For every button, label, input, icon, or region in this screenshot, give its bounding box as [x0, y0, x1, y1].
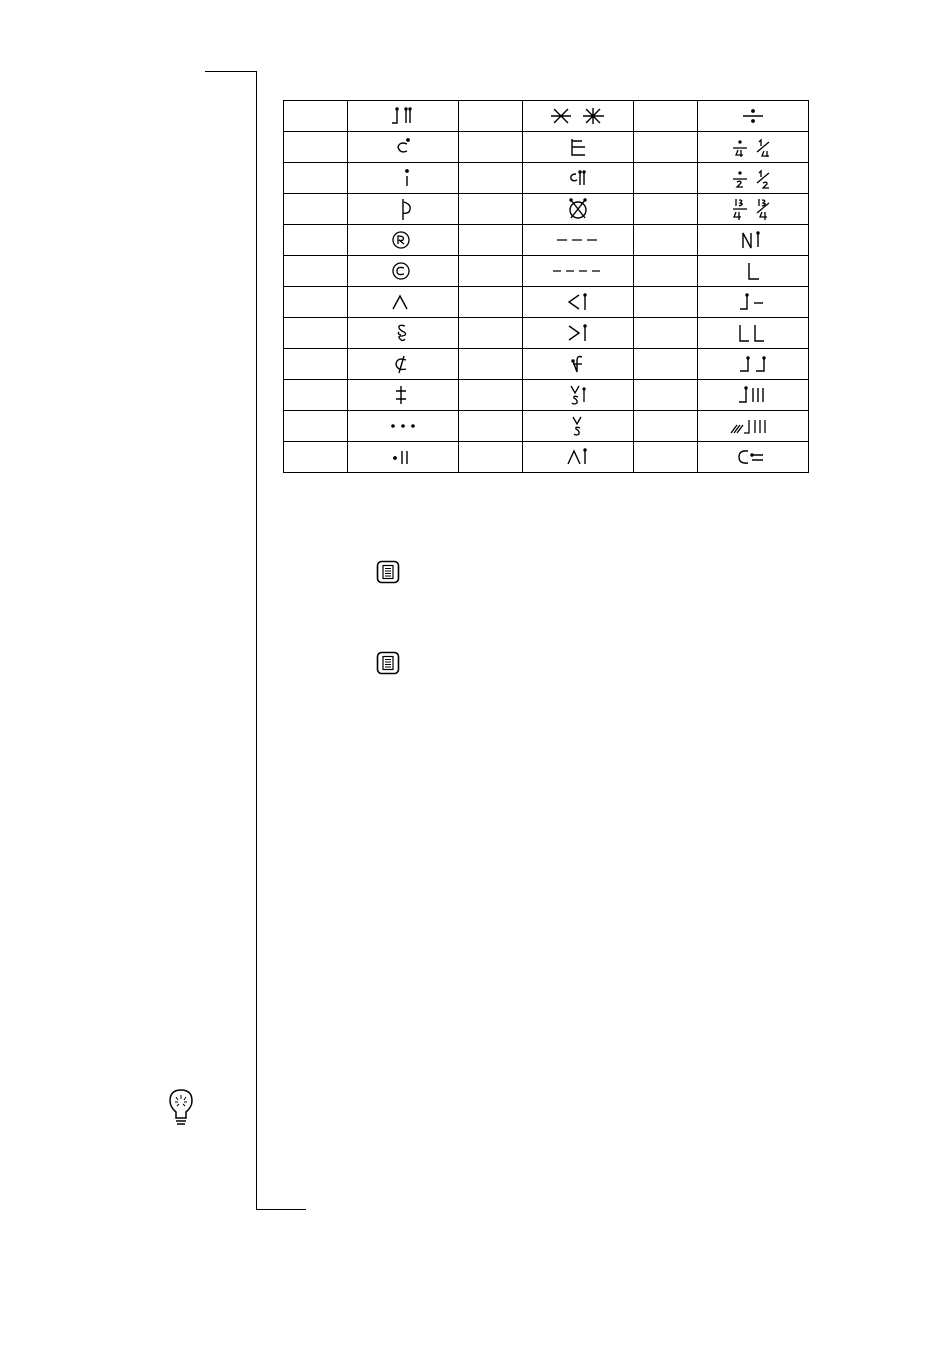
stroke-cell	[348, 349, 459, 380]
stroke-cell	[348, 442, 459, 473]
stroke-asterisk-icon	[546, 105, 610, 127]
char-cell	[284, 287, 348, 318]
lightbulb-tip-icon	[167, 1087, 195, 1127]
menu-key-icon	[376, 560, 400, 584]
char-cell	[459, 101, 523, 132]
table-row	[284, 411, 809, 442]
char-cell	[634, 287, 698, 318]
char-cell	[634, 380, 698, 411]
stroke-cell	[348, 163, 459, 194]
stroke-n-quote-icon	[733, 229, 773, 251]
stroke-cell	[348, 256, 459, 287]
stroke-currency-icon	[558, 196, 598, 222]
char-cell	[459, 194, 523, 225]
stroke-section-icon	[383, 322, 423, 344]
char-cell	[634, 163, 698, 194]
stroke-cell	[348, 101, 459, 132]
stroke-cell	[523, 318, 634, 349]
menu-key-icon	[376, 651, 400, 675]
stroke-cell	[348, 318, 459, 349]
stroke-cell	[523, 225, 634, 256]
char-cell	[634, 194, 698, 225]
char-cell	[634, 411, 698, 442]
stroke-cell	[523, 442, 634, 473]
stroke-cent-icon	[383, 353, 423, 375]
table-row	[284, 132, 809, 163]
stroke-double-j-icon	[730, 353, 776, 375]
stroke-cell	[523, 256, 634, 287]
stroke-cell	[698, 256, 809, 287]
stroke-v-s-quote-icon	[558, 383, 598, 407]
stroke-cell	[523, 194, 634, 225]
stroke-cell	[523, 101, 634, 132]
stroke-cell	[523, 163, 634, 194]
char-cell	[459, 318, 523, 349]
stroke-half-icon	[725, 167, 781, 189]
stroke-copyright-icon	[383, 260, 423, 282]
stroke-cell	[698, 225, 809, 256]
stroke-less-than-quote-icon	[558, 291, 598, 313]
char-cell	[459, 225, 523, 256]
table-row	[284, 318, 809, 349]
char-cell	[284, 349, 348, 380]
char-cell	[284, 256, 348, 287]
char-cell	[284, 411, 348, 442]
stroke-double-l-icon	[730, 322, 776, 344]
character-stroke-table	[283, 100, 809, 473]
stroke-cell	[348, 225, 459, 256]
page-top-rule	[205, 71, 257, 72]
char-cell	[459, 411, 523, 442]
char-cell	[634, 256, 698, 287]
table-row	[284, 442, 809, 473]
stroke-cell	[523, 349, 634, 380]
stroke-c-equals-icon	[730, 446, 776, 468]
char-cell	[284, 442, 348, 473]
char-cell	[634, 225, 698, 256]
table-row	[284, 256, 809, 287]
char-cell	[459, 256, 523, 287]
table-row	[284, 101, 809, 132]
stroke-thorn-icon	[383, 196, 423, 222]
table-row	[284, 380, 809, 411]
char-cell	[459, 163, 523, 194]
stroke-cell	[523, 132, 634, 163]
stroke-ellipsis-icon	[383, 415, 423, 437]
stroke-cell	[348, 411, 459, 442]
stroke-cell	[698, 349, 809, 380]
stroke-cell	[698, 163, 809, 194]
char-cell	[284, 163, 348, 194]
stroke-quote-triple-icon	[730, 384, 776, 406]
char-cell	[459, 132, 523, 163]
char-cell	[284, 380, 348, 411]
stroke-cell	[698, 318, 809, 349]
char-cell	[459, 287, 523, 318]
char-cell	[284, 225, 348, 256]
char-cell	[459, 380, 523, 411]
stroke-greater-than-quote-icon	[558, 322, 598, 344]
table-row	[284, 163, 809, 194]
stroke-l-icon	[733, 260, 773, 282]
char-cell	[284, 132, 348, 163]
char-cell	[284, 318, 348, 349]
page-bottom-rule	[256, 1209, 306, 1210]
stroke-c-dot-icon	[383, 136, 423, 158]
stroke-three-quarters-icon	[725, 196, 781, 222]
stroke-cell	[523, 411, 634, 442]
stroke-cell	[348, 287, 459, 318]
stroke-double-quote-icon	[383, 105, 423, 127]
stroke-cell	[523, 380, 634, 411]
char-cell	[284, 194, 348, 225]
stroke-cell	[698, 380, 809, 411]
table-row	[284, 225, 809, 256]
table-row	[284, 287, 809, 318]
char-cell	[459, 349, 523, 380]
char-cell	[634, 318, 698, 349]
stroke-florin-icon	[558, 353, 598, 375]
stroke-i-icon	[383, 167, 423, 189]
page-margin-rule	[256, 71, 257, 1210]
stroke-caret-quote-icon	[558, 446, 598, 468]
char-cell	[284, 101, 348, 132]
stroke-cell	[698, 287, 809, 318]
stroke-cell	[348, 380, 459, 411]
char-cell	[634, 349, 698, 380]
table-row	[284, 194, 809, 225]
stroke-quarter-icon	[725, 136, 781, 158]
stroke-triple-dash-icon	[553, 229, 603, 251]
stroke-e-icon	[558, 136, 598, 158]
stroke-quote-dash-icon	[730, 291, 776, 313]
stroke-c-quote-icon	[558, 167, 598, 189]
stroke-cell	[348, 132, 459, 163]
stroke-cell	[523, 287, 634, 318]
stroke-cell	[698, 132, 809, 163]
char-cell	[634, 101, 698, 132]
char-cell	[634, 132, 698, 163]
char-cell	[459, 442, 523, 473]
stroke-slashes-quote-icon	[725, 415, 781, 437]
stroke-dot-double-quote-icon	[383, 446, 423, 468]
stroke-cell	[348, 194, 459, 225]
stroke-caret-icon	[383, 291, 423, 313]
stroke-cell	[698, 101, 809, 132]
table-row	[284, 349, 809, 380]
stroke-cell	[698, 194, 809, 225]
stroke-quad-dash-icon	[550, 260, 606, 282]
stroke-divide-icon	[733, 105, 773, 127]
stroke-cell	[698, 442, 809, 473]
stroke-v-s-icon	[558, 414, 598, 438]
stroke-cell	[698, 411, 809, 442]
stroke-double-dagger-icon	[383, 383, 423, 407]
char-cell	[634, 442, 698, 473]
stroke-registered-icon	[383, 229, 423, 251]
